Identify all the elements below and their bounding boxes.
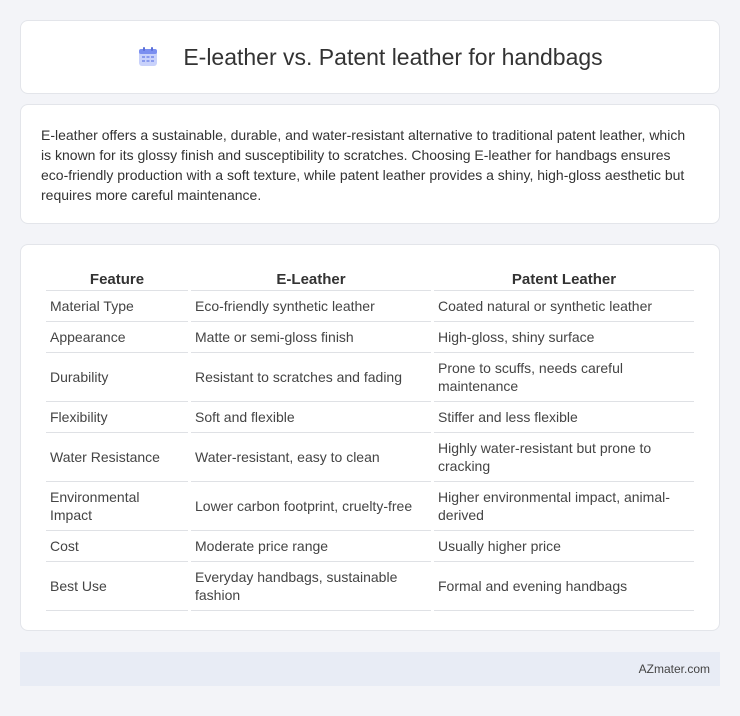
page-title: E-leather vs. Patent leather for handbags (183, 43, 603, 70)
e-leather-cell: Lower carbon footprint, cruelty-free (191, 482, 431, 531)
table-row (46, 322, 694, 353)
table-row (46, 531, 694, 562)
table-row (46, 562, 694, 611)
intro-card (20, 104, 720, 224)
feature-cell: Flexibility (46, 402, 188, 433)
feature-cell: Water Resistance (46, 433, 188, 482)
patent-leather-cell: Formal and evening handbags (434, 562, 694, 611)
table-row (46, 402, 694, 433)
e-leather-cell: Matte or semi-gloss finish (191, 322, 431, 353)
e-leather-cell: Resistant to scratches and fading (191, 353, 431, 402)
calendar-icon (137, 46, 159, 68)
feature-cell: Cost (46, 531, 188, 562)
feature-cell: Environmental Impact (46, 482, 188, 531)
e-leather-cell: Soft and flexible (191, 402, 431, 433)
intro-paragraph: E-leather offers a sustainable, durable, and water-resistant alternative to traditional patent leather, which is known for its glossy finish and susceptibility to scratches. Choosing E-leather for handbags ensures eco-friendly production with a soft texture, while patent leather provides a shiny, high-gloss aesthetic but requires more careful maintenance. (41, 127, 686, 203)
e-leather-cell: Water-resistant, easy to clean (191, 433, 431, 482)
e-leather-cell: Eco-friendly synthetic leather (191, 291, 431, 322)
footer-bar (20, 652, 720, 686)
table-row (46, 291, 694, 322)
patent-leather-cell: Highly water-resistant but prone to cracking (434, 433, 694, 482)
e-leather-cell: Moderate price range (191, 531, 431, 562)
table-row (46, 353, 694, 402)
header-feature: Feature (46, 265, 188, 291)
patent-leather-cell: Coated natural or synthetic leather (434, 291, 694, 322)
feature-cell: Best Use (46, 562, 188, 611)
footer-brand[interactable]: AZmater.com (638, 662, 710, 676)
patent-leather-cell: Usually higher price (434, 531, 694, 562)
e-leather-cell: Everyday handbags, sustainable fashion (191, 562, 431, 611)
patent-leather-cell: Higher environmental impact, animal-derived (434, 482, 694, 531)
feature-cell: Durability (46, 353, 188, 402)
title-card (20, 20, 720, 94)
table-row (46, 433, 694, 482)
patent-leather-cell: Stiffer and less flexible (434, 402, 694, 433)
comparison-card (20, 244, 720, 631)
patent-leather-cell: Prone to scuffs, needs careful maintenance (434, 353, 694, 402)
header-patent-leather: Patent Leather (434, 265, 694, 291)
patent-leather-cell: High-gloss, shiny surface (434, 322, 694, 353)
feature-cell: Material Type (46, 291, 188, 322)
table-row (46, 482, 694, 531)
header-e-leather: E-Leather (191, 265, 431, 291)
table-header-row (46, 265, 694, 291)
comparison-table (43, 265, 697, 611)
feature-cell: Appearance (46, 322, 188, 353)
